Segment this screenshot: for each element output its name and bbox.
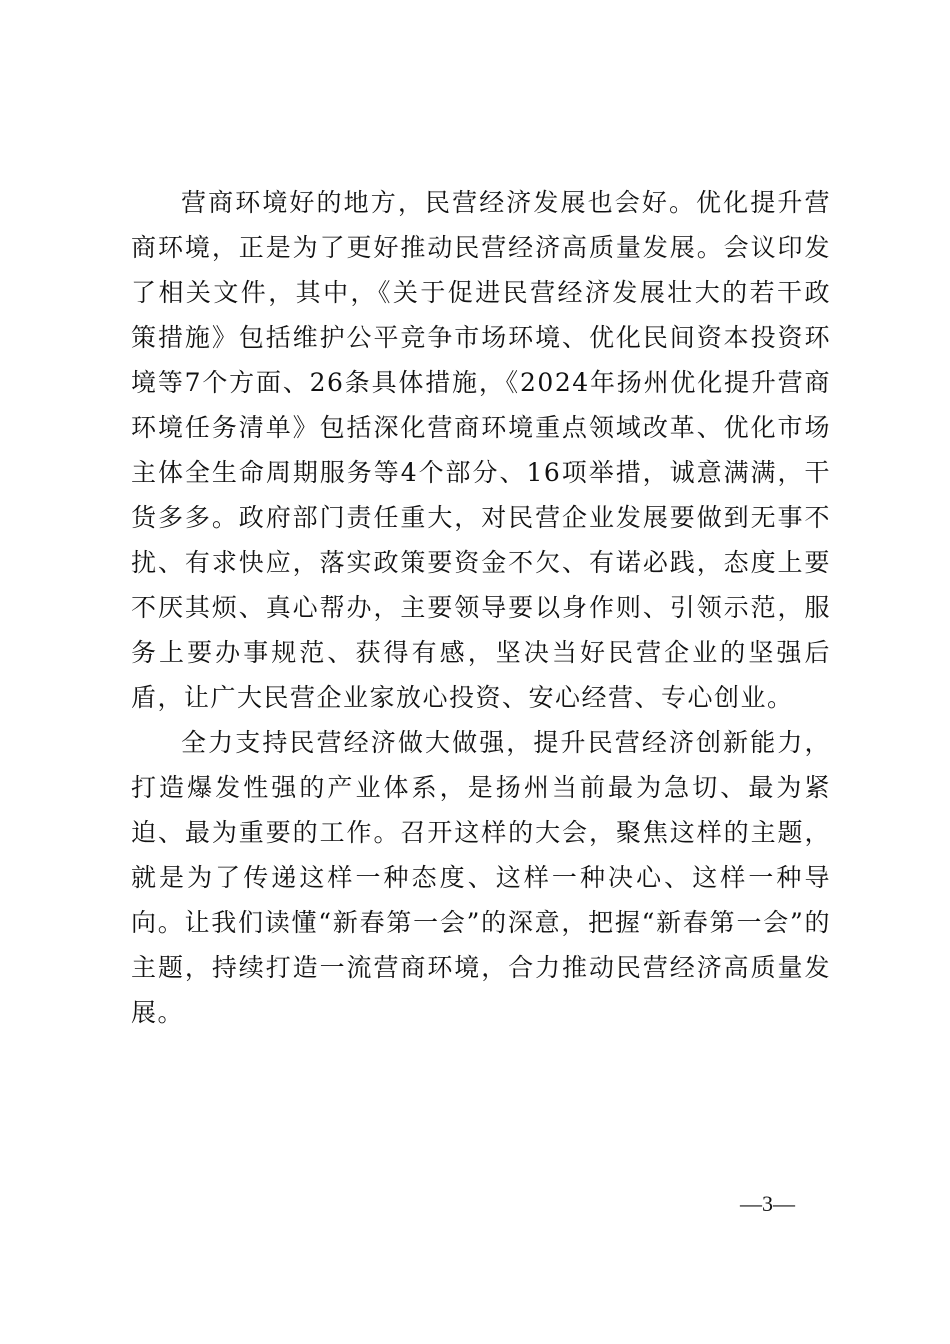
body-text [131, 180, 831, 1035]
page-number: —3— [740, 1191, 795, 1216]
paragraph-support-private-economy: 全力支持民营经济做大做强，提升民营经济创新能力，打造爆发性强的产业体系，是扬州当前最为急切、最为紧迫、最为重要的工作。召开这样的大会，聚焦这样的主题，就是为了传递这样一种态度、这样一种决心、这样一种导向。让我们读懂“新春第一会”的深意，把握“新春第一会”的主题，持续打造一流营商环境，合力推动民营经济高质量发展。 [131, 728, 831, 1027]
paragraph-business-environment: 营商环境好的地方，民营经济发展也会好。优化提升营商环境，正是为了更好推动民营经济高质量发展。会议印发了相关文件，其中，《关于促进民营经济发展壮大的若干政策措施》包括维护公平竞争市场环境、优化民间资本投资环境等7个方面、26条具体措施，《2024年扬州优化提升营商环境任务清单》包括深化营商环境重点领域改革、优化市场主体全生命周期服务等4个部分、16项举措，诚意满满，干货多多。政府部门责任重大，对民营企业发展要做到无事不扰、有求快应，落实政策要资金不欠、有诺必践，态度上要不厌其烦、真心帮办，主要领导要以身作则、引领示范，服务上要办事规范、获得有感，坚决当好民营企业的坚强后盾，让广大民营企业家放心投资、安心经营、专心创业。 [131, 188, 831, 712]
